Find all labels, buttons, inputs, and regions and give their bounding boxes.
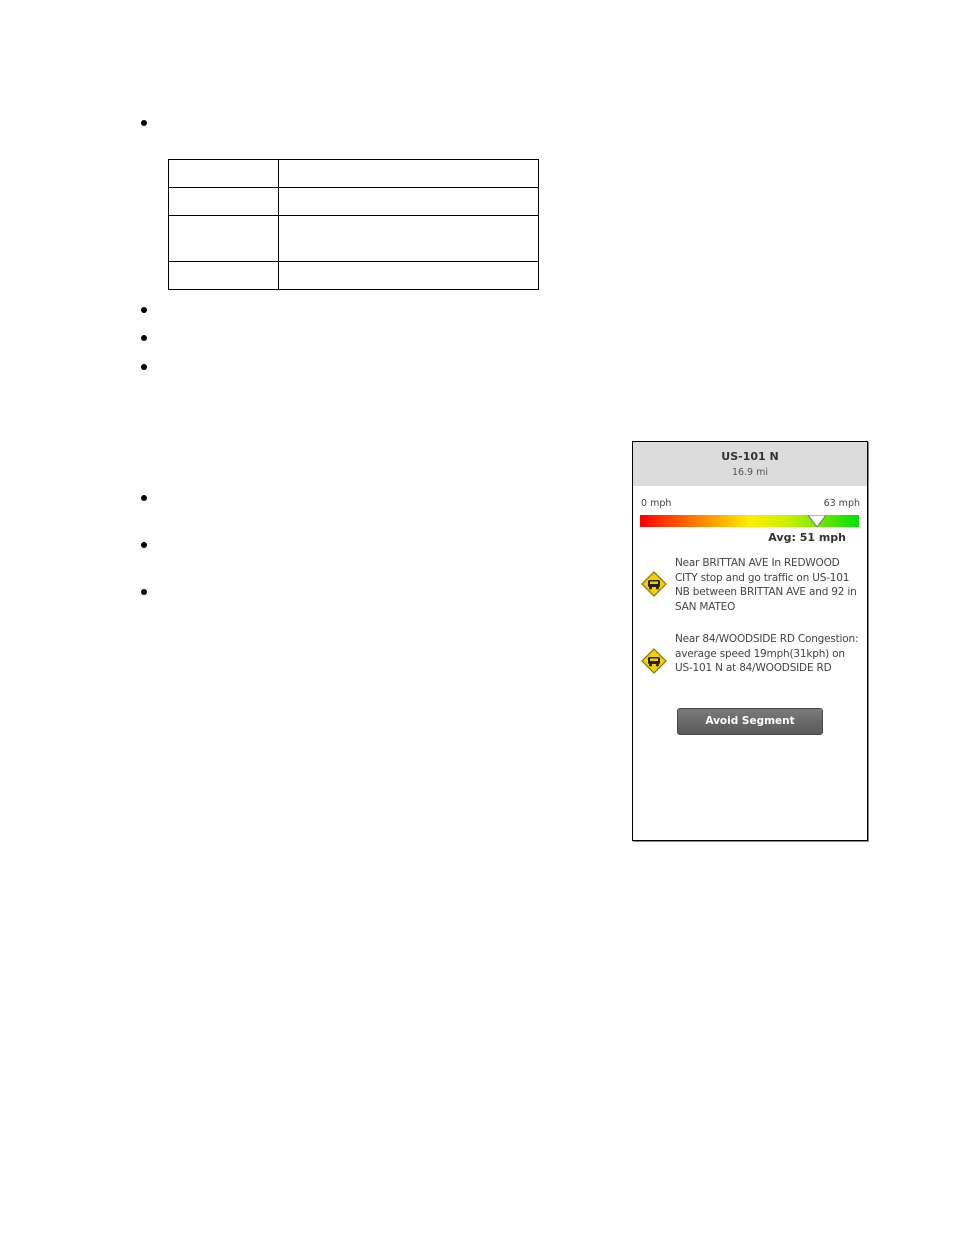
panel-header (633, 442, 867, 486)
table-row (169, 160, 539, 188)
speed-min-label: 0 mph (641, 498, 672, 509)
table-cell (279, 160, 539, 188)
avg-speed-marker-icon (807, 515, 827, 528)
traffic-congestion-icon (641, 648, 667, 674)
bullet-2 (141, 307, 147, 313)
table-cell (279, 216, 539, 262)
incident-description: Near BRITTAN AVE In REDWOOD CITY stop and go traffic on US-101 NB between BRITTAN AVE and 92 in SAN MATEO (675, 557, 857, 613)
bullet-5 (141, 495, 147, 501)
traffic-congestion-icon (641, 571, 667, 597)
traffic-segment-panel (632, 441, 868, 841)
table-cell (169, 160, 279, 188)
avoid-segment-button[interactable]: Avoid Segment (677, 708, 823, 735)
table-cell (169, 262, 279, 290)
incident-item[interactable] (633, 632, 867, 692)
table-row (169, 216, 539, 262)
bullet-1 (141, 120, 147, 126)
table-cell (169, 216, 279, 262)
table-row (169, 262, 539, 290)
segment-distance: 16.9 mi (731, 467, 769, 478)
road-name: US-101 N (721, 450, 779, 463)
table-cell (279, 188, 539, 216)
document-table (168, 159, 539, 290)
incident-item[interactable] (633, 556, 867, 616)
table-cell (169, 188, 279, 216)
bullet-3 (141, 335, 147, 341)
avg-speed-label: Avg: 51 mph (768, 531, 846, 544)
incident-description: Near 84/WOODSIDE RD Congestion: average speed 19mph(31kph) on US-101 N at 84/WOODSIDE RD (675, 633, 859, 674)
bullet-4 (141, 364, 147, 370)
table-cell (279, 262, 539, 290)
speed-max-label: 63 mph (823, 498, 860, 509)
table-row (169, 188, 539, 216)
bullet-7 (141, 589, 147, 595)
bullet-6 (141, 542, 147, 548)
